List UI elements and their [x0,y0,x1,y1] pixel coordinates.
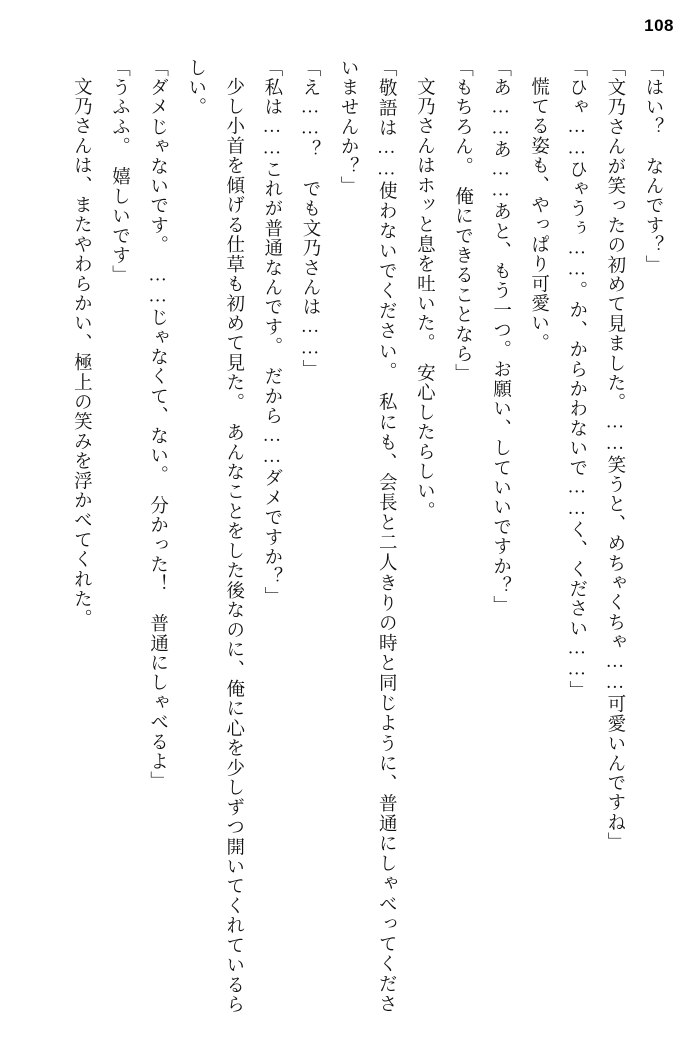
text-line: 「ひゃ……ひゃうぅ……。か、からかわないで……く、ください……」 [566,58,587,701]
text-line: 慌てる姿も、やっぱり可愛い。 [528,76,549,353]
text-line: 「あ……あ……あと、もう一つ。お願い、していいですか？」 [490,58,511,616]
text-line: 「私は……これが普通なんです。 だから……ダメですか？」 [261,58,282,607]
text-line: 「はい？ なんです？」 [643,58,663,275]
text-line: 文乃さんはホッと息を吐いた。 安心したらしい。 [414,76,435,521]
page-text-body [28,58,672,1014]
text-line: 少し小首を傾げる仕草も初めて見た。 あんなことをした後なのに、俺に心を少しずつ開いてくれているらしい。 [185,58,244,1014]
page-number: 108 [644,16,674,35]
text-line: 「え……？ でも文乃さんは……」 [300,58,321,380]
text-line: 「うふふ。 嬉しいです」 [109,58,130,286]
text-line: 「もちろん。 俺にできることなら」 [452,58,473,384]
text-line: 「敬語は……使わないでください。 私にも、会長と二人きりの時と同じように、普通にしゃべってくださいませんか？」 [338,58,397,1014]
text-line: 文乃さんは、またやわらかい、極上の笑みを浮かべてくれた。 [71,76,92,629]
text-line: 「文乃さんが笑ったの初めて見ました。……笑うと、めちゃくちゃ……可愛いんですね」 [604,58,625,852]
text-line: 「ダメじゃないです。 ……じゃなくて、ない。 分かった！ 普通にしゃべるよ」 [147,58,168,792]
